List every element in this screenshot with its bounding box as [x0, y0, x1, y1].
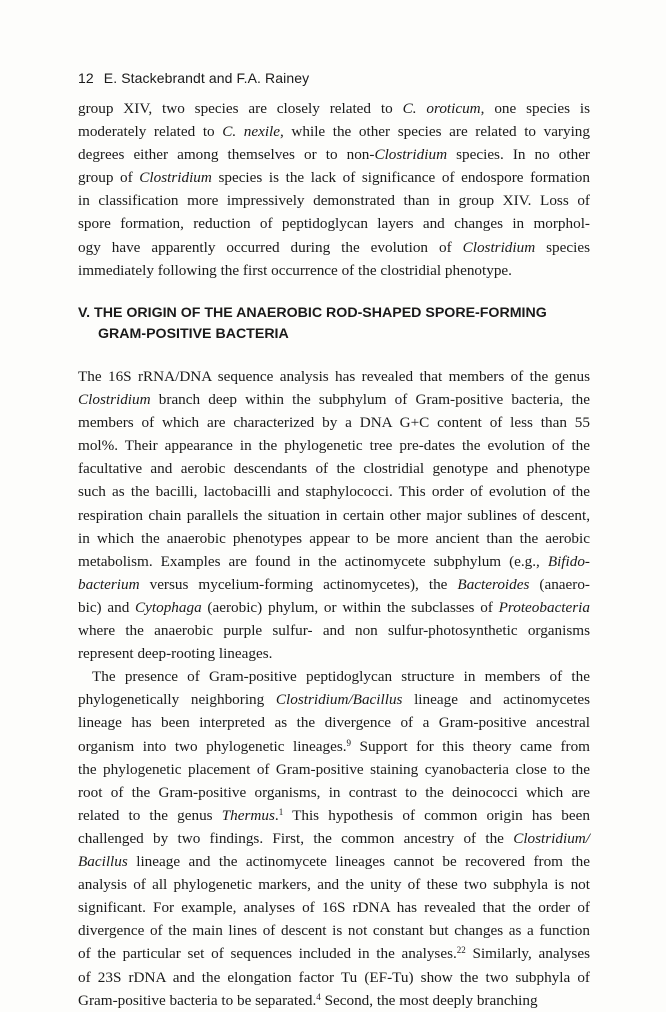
text-run: in which the anaerobic phenotypes appear to be more ancient than the aerobic [78, 529, 590, 547]
text-line [78, 504, 590, 527]
text-run: metabolism. Examples are found in the actinomycete subphylum (e.g., [78, 552, 548, 570]
text-run: divergence of the main lines of descent is not constant but changes as a function [78, 922, 590, 940]
text-line [78, 550, 590, 573]
text-line [78, 758, 590, 781]
text-line [78, 942, 590, 965]
text-run: The 16S rRNA/DNA sequence analysis has revealed that members of the genus [78, 368, 590, 385]
text-line [78, 480, 590, 503]
italic-term: Proteobacteria [498, 598, 590, 616]
text-run: organism into two phylogenetic lineages. [78, 737, 347, 755]
text-line [78, 527, 590, 550]
text-run: challenged by two findings. First, the common ancestry of the [78, 829, 514, 847]
text-run: branch deep within the subphylum of Gram-positive bacteria, the [150, 391, 590, 409]
text-run: Similarly, analyses [465, 945, 590, 963]
text-run: represent deep-rooting lineages. [78, 645, 273, 663]
section-heading-line-2: GRAM-POSITIVE BACTERIA [98, 326, 289, 342]
text-run: members of which are characterized by a DNA G+C content of less than 55 [78, 414, 590, 432]
text-run: root of the Gram-positive organisms, in contrast to the deinococci which are [78, 783, 590, 801]
page-number: 12 [78, 70, 94, 86]
section-heading-line-1: V. THE ORIGIN OF THE ANAEROBIC ROD-SHAPED SPORE-FORMING [78, 305, 547, 321]
italic-term: Clostridium [139, 169, 212, 187]
text-run: , while the other species are related to varying [280, 123, 590, 141]
text-run: lineage has been interpreted as the divergence of a Gram-positive ancestral [78, 714, 590, 732]
text-line [78, 434, 590, 457]
text-run: , one species is [480, 100, 590, 117]
text-run: ogy have apparently occurred during the evolution of [78, 238, 463, 256]
text-line [78, 850, 590, 873]
text-run: This hypothesis of common origin has been [283, 806, 590, 824]
text-run: respiration chain parallels the situation in certain other major sublines of descent, [78, 506, 590, 524]
text-line [78, 827, 590, 850]
text-line [78, 143, 590, 166]
italic-term: Clostridium [78, 391, 151, 409]
text-run: such as the bacilli, lactobacilli and staphylococci. This order of evolution of the [78, 483, 590, 501]
text-run: immediately following the first occurrence of the clostridial phenotype. [78, 261, 512, 279]
text-run: where the anaerobic purple sulfur- and non sulfur-photosynthetic organisms [78, 622, 590, 640]
text-line [78, 411, 590, 434]
text-run: (anaero- [529, 575, 590, 593]
text-line [78, 711, 590, 734]
text-line [78, 804, 590, 827]
italic-term: Clostridium [374, 146, 448, 164]
text-run: Second, the most deeply branching [320, 991, 538, 1009]
text-run: moderately related to [78, 123, 223, 141]
text-run: . [274, 806, 279, 824]
running-head [78, 70, 309, 86]
section-heading [78, 303, 598, 345]
italic-term: C. oroticum [402, 100, 481, 117]
text-run: group XIV, two species are closely related to [78, 100, 403, 117]
text-line [78, 919, 590, 942]
text-run: group of [78, 169, 140, 187]
text-run: of the particular set of sequences included in the analyses. [78, 945, 457, 963]
text-run: bic) and [78, 598, 136, 616]
paragraph-continued [78, 97, 590, 282]
text-line [78, 896, 590, 919]
text-run: species. In no other [447, 146, 590, 164]
text-run: (aerobic) phylum, or within the subclasses of [201, 598, 499, 616]
text-run: species [535, 238, 591, 256]
text-run: degrees either among themselves or to non- [78, 146, 375, 164]
paragraph-1 [78, 365, 590, 665]
text-run: versus mycelium-forming actinomycetes), the [139, 575, 458, 593]
text-line [78, 688, 590, 711]
text-line [78, 642, 590, 665]
text-run: lineage and actinomycetes [402, 691, 590, 709]
text-line [78, 365, 590, 388]
text-line [78, 735, 590, 758]
italic-term: Clostridium/Bacillus [275, 691, 403, 709]
text-run: in classification more impressively demonstrated than in group XIV. Loss of [78, 192, 590, 210]
reference-superscript: 22 [456, 945, 466, 956]
text-run: the phylogenetic placement of Gram-positive staining cyanobacteria close to the [78, 760, 590, 778]
text-line [78, 166, 590, 189]
italic-term: C. nexile [222, 123, 281, 141]
text-line [78, 989, 590, 1012]
italic-term: Bacteroides [457, 575, 530, 593]
text-line [78, 596, 590, 619]
italic-term: Clostridium/ [513, 829, 590, 847]
paragraph-2 [78, 665, 590, 1011]
text-line [78, 259, 590, 282]
text-line [78, 873, 590, 896]
text-line [78, 388, 590, 411]
text-run: facultative and aerobic descendants of the clostridial genotype and phenotype [78, 460, 590, 478]
text-line [78, 120, 590, 143]
italic-term: Bifido- [547, 552, 590, 570]
text-run: species is the lack of significance of endospore formation [211, 169, 590, 187]
text-run: The presence of Gram-positive peptidoglycan structure in members of the [92, 668, 590, 686]
text-run: lineage and the actinomycete lineages cannot be recovered from the [127, 853, 590, 871]
running-head-authors: E. Stackebrandt and F.A. Rainey [103, 70, 310, 86]
text-run: of 23S rDNA and the elongation factor Tu (EF-Tu) show the two subphyla of [78, 968, 590, 986]
text-line [78, 457, 590, 480]
text-line [78, 781, 590, 804]
text-line [78, 212, 590, 235]
text-run: spore formation, reduction of peptidoglycan layers and changes in morphol- [78, 215, 590, 233]
text-run: significant. For example, analyses of 16S rDNA has revealed that the order of [78, 899, 590, 917]
text-run: phylogenetically neighboring [78, 691, 276, 709]
text-run: mol%. Their appearance in the phylogenetic tree pre-dates the evolution of the [78, 437, 590, 455]
text-run: Support for this theory came from [351, 737, 590, 755]
text-line [78, 97, 590, 120]
italic-term: bacterium [78, 575, 140, 593]
italic-term: Bacillus [78, 853, 128, 871]
italic-term: Clostridium [462, 238, 536, 256]
text-line [78, 573, 590, 596]
reference-superscript: 1 [278, 806, 284, 817]
text-run: related to the genus [78, 806, 222, 824]
italic-term: Cytophaga [135, 598, 202, 616]
text-line [78, 236, 590, 259]
text-line [78, 966, 590, 989]
text-run: Gram-positive bacteria to be separated. [78, 991, 317, 1009]
reference-superscript: 9 [346, 737, 352, 748]
text-line [78, 619, 590, 642]
text-run: analysis of all phylogenetic markers, and the unity of these two subphyla is not [78, 876, 590, 894]
text-line [78, 189, 590, 212]
reference-superscript: 4 [316, 991, 321, 1002]
italic-term: Thermus [221, 806, 275, 824]
text-line [78, 665, 590, 688]
